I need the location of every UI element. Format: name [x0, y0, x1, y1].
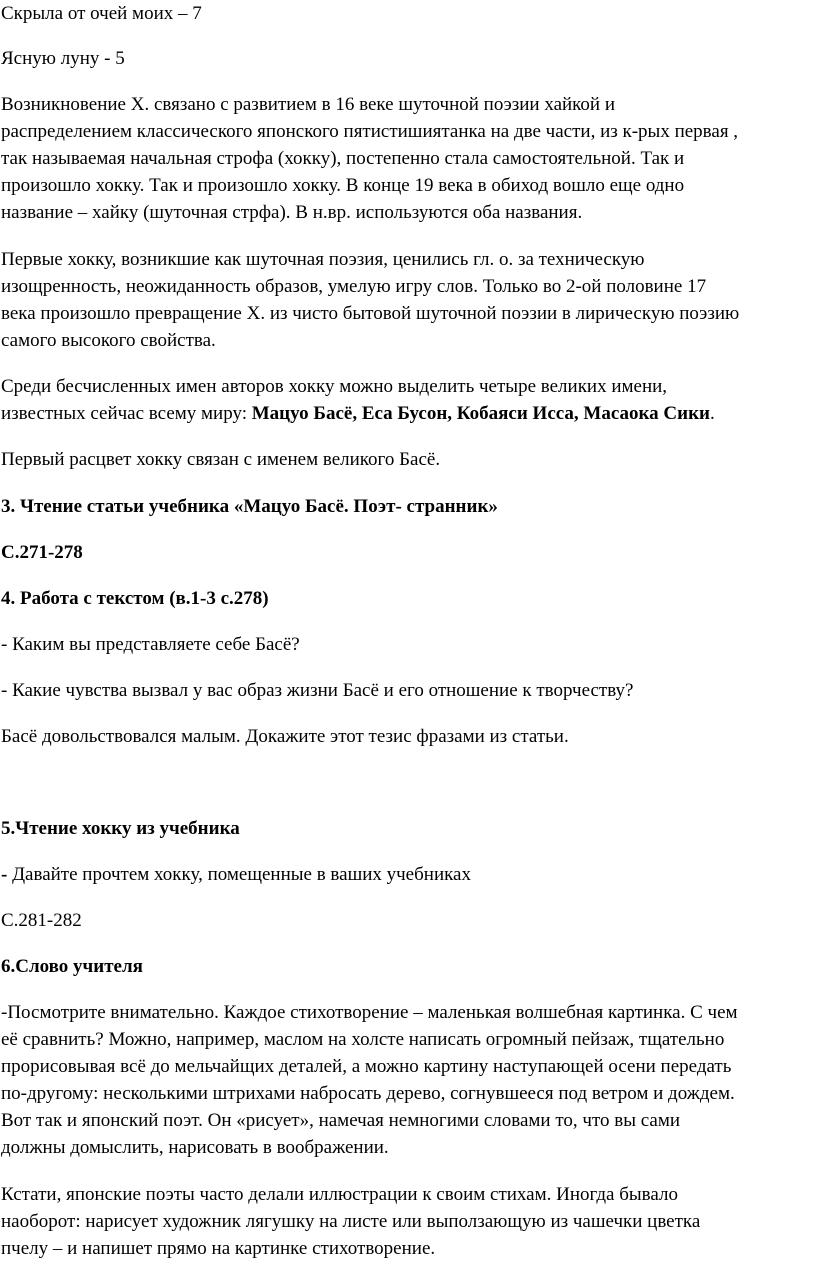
- text-line: по-другому: несколькими штрихами набросать дерево, согнувшееся под ветром и дождем.: [1, 1083, 735, 1104]
- origin-paragraph: [1, 91, 738, 226]
- section-5-pages: С.281-282: [1, 910, 82, 931]
- text-line: пчелу – и напишет прямо на картинке стихотворение.: [1, 1238, 436, 1259]
- poem-line-1: Скрыла от очей моих – 7: [1, 3, 202, 24]
- text-line: Кстати, японские поэты часто делали иллюстрации к своим стихам. Иногда бывало: [1, 1184, 678, 1205]
- text-line: название – хайку (шуточная стрфа). В н.вр. используются оба названия.: [1, 202, 583, 223]
- authors-paragraph: [1, 373, 715, 427]
- author-names: Мацуо Басё, Еса Бусон, Кобаяси Исса, Масаока Сики: [251, 403, 710, 424]
- text-line: века произошло превращение Х. из чисто бытовой шуточной поэзии в лирическую поэзию: [1, 303, 740, 324]
- section-5-prompt: - Давайте прочтем хокку, помещенные в ваших учебниках: [1, 864, 471, 885]
- text-line: её сравнить? Можно, например, маслом на холсте написать огромный пейзаж, тщательно: [1, 1029, 725, 1050]
- text-line: должны домыслить, нарисовать в воображении.: [1, 1137, 389, 1158]
- text-line: известных сейчас всему миру: Мацуо Басё, Еса Бусон, Кобаяси Исса, Масаока Сики.: [1, 403, 715, 424]
- question-3: Басё довольствовался малым. Докажите этот тезис фразами из статьи.: [1, 726, 569, 747]
- text-line: самого высокого свойства.: [1, 330, 216, 351]
- section-5-heading: 5.Чтение хокку из учебника: [1, 818, 240, 839]
- text-line: распределением классического японского пятистишиятанка на две части, из к-рых первая ,: [1, 121, 739, 142]
- text-line: прорисовывая всё до мельчайщих деталей, а можно картину наступающей осени передать: [1, 1056, 732, 1077]
- text-line: изощренность, неожиданность образов, умелую игру слов. Только во 2-ой половине 17: [1, 276, 707, 297]
- text-line: Возникновение Х. связано с развитием в 16 веке шуточной поэзии хайкой и: [1, 94, 616, 115]
- section-6-heading: 6.Слово учителя: [1, 956, 143, 977]
- question-2: - Какие чувства вызвал у вас образ жизни Басё и его отношение к творчеству?: [1, 680, 634, 701]
- poem-line-2: Ясную луну - 5: [1, 48, 125, 69]
- text-line: произошло хокку. Так и произошло хокку. В конце 19 века в обиход вошло еще одно: [1, 175, 685, 196]
- section-3-pages: С.271-278: [1, 542, 83, 563]
- question-1: - Каким вы представляете себе Басё?: [1, 634, 300, 655]
- text-line: Первые хокку, возникшие как шуточная поэзия, ценились гл. о. за техническую: [1, 249, 645, 270]
- section-3-heading: 3. Чтение статьи учебника «Мацуо Басё. Поэт- странник»: [1, 496, 498, 517]
- first-hokku-paragraph: [1, 246, 739, 354]
- teacher-paragraph-1: [1, 999, 738, 1161]
- basho-flourish-line: Первый расцвет хокку связан с именем великого Басё.: [1, 449, 441, 470]
- text-line: -Посмотрите внимательно. Каждое стихотворение – маленькая волшебная картинка. С чем: [1, 1002, 738, 1023]
- teacher-paragraph-2: [1, 1181, 700, 1262]
- text-line: Среди бесчисленных имен авторов хокку можно выделить четыре великих имени,: [1, 376, 668, 397]
- section-4-heading: 4. Работа с текстом (в.1-3 с.278): [1, 588, 269, 609]
- text-line: наоборот: нарисует художник лягушку на листе или выползающую из чашечки цветка: [1, 1211, 701, 1232]
- text-line: Вот так и японский поэт. Он «рисует», намечая немногими словами то, что вы сами: [1, 1110, 681, 1131]
- text-line: так называемая начальная строфа (хокку), постепенно стала самостоятельной. Так и: [1, 148, 685, 169]
